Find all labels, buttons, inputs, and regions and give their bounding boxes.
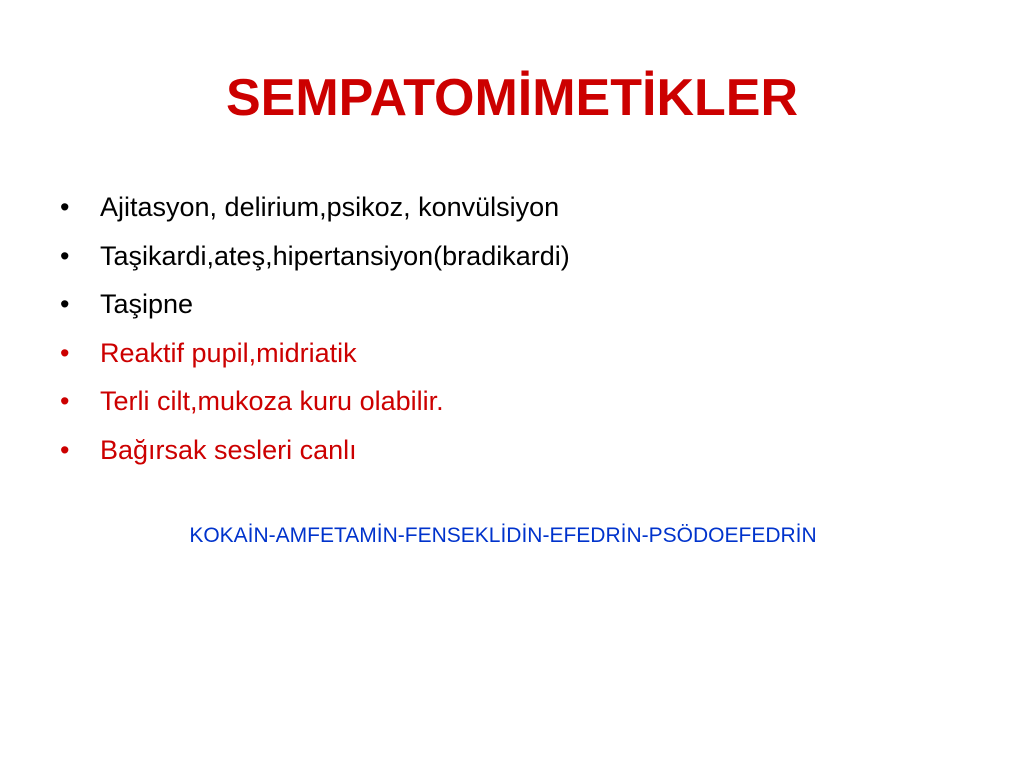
bullet-text: Taşikardi,ateş,hipertansiyon(bradikardi) [100, 240, 570, 271]
bullet-dot-icon: • [60, 434, 70, 465]
slide-title: SEMPATOMİMETİKLER [226, 69, 798, 127]
bullet-item [60, 280, 570, 329]
bullet-dot-icon: • [60, 337, 70, 368]
bullet-item [60, 232, 570, 281]
bullet-item [60, 183, 570, 232]
bullet-text: Bağırsak sesleri canlı [100, 434, 357, 465]
bullet-list [60, 183, 570, 474]
bullet-text: Reaktif pupil,midriatik [100, 337, 357, 368]
bullet-item [60, 377, 570, 426]
bullet-dot-icon: • [60, 289, 70, 319]
bullet-text: Taşipne [100, 289, 194, 319]
drug-list-footer: KOKAİN-AMFETAMİN-FENSEKLİDİN-EFEDRİN-PSÖDOEFEDRİN [189, 524, 817, 547]
bullet-dot-icon: • [60, 192, 70, 222]
bullet-item [60, 426, 570, 475]
bullet-dot-icon: • [60, 386, 70, 416]
bullet-text: Terli cilt,mukoza kuru olabilir. [100, 386, 444, 416]
bullet-text: Ajitasyon, delirium,psikoz, konvülsiyon [100, 192, 560, 222]
bullet-item [60, 329, 570, 378]
bullet-dot-icon: • [60, 240, 70, 271]
